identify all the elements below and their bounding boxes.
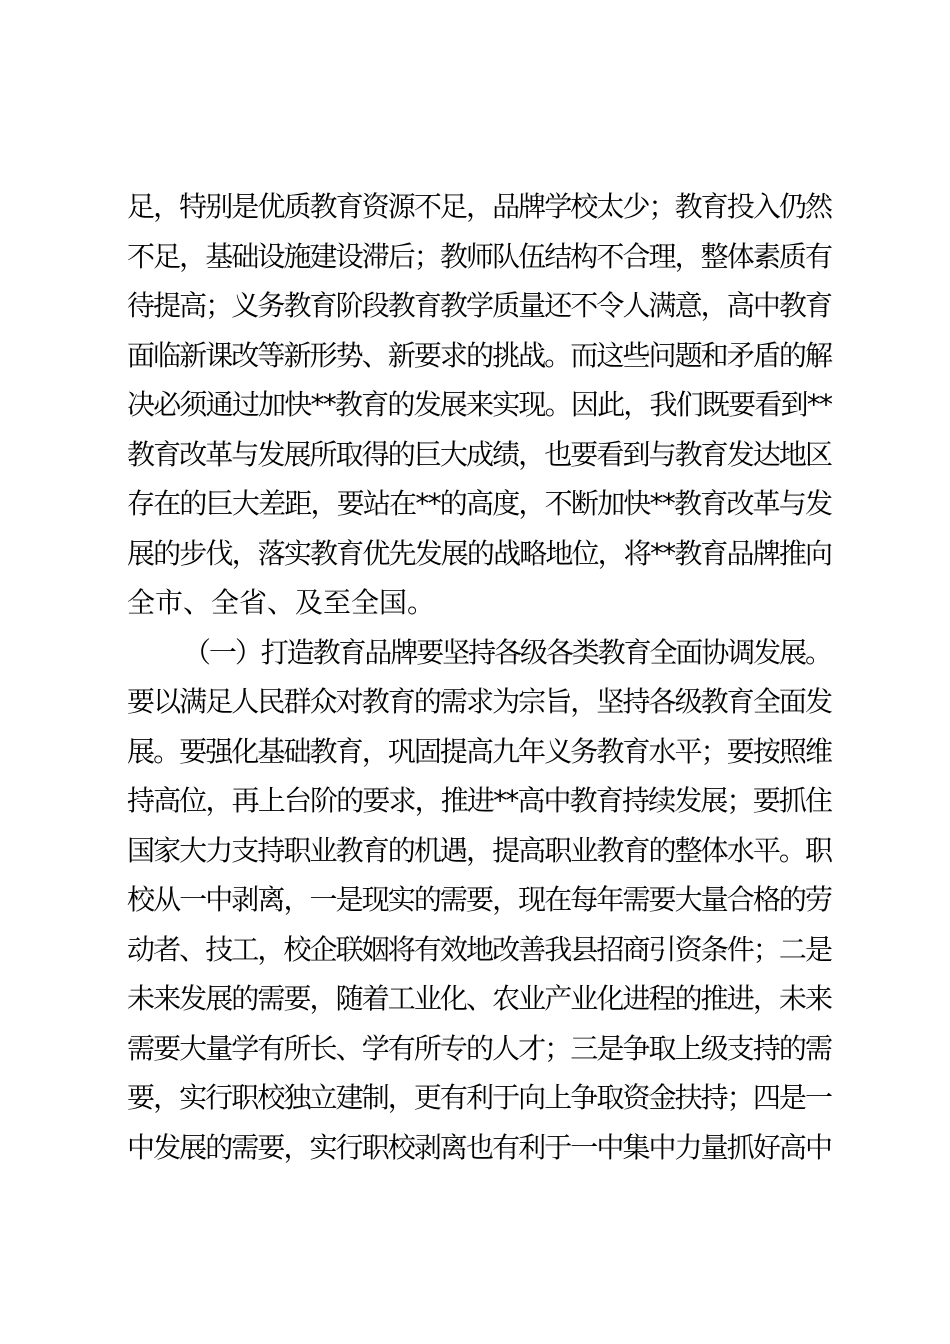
text-line-content: 中发展的需要，实行职校剥离也有利于一中集中力量抓好高中 xyxy=(127,1130,832,1164)
text-line xyxy=(127,331,833,381)
text-line xyxy=(127,875,833,925)
text-line xyxy=(127,776,833,826)
text-line-content: 面临新课改等新形势、新要求的挑战。而这些问题和矛盾的解 xyxy=(127,338,832,372)
text-line xyxy=(127,1123,833,1173)
body-text xyxy=(127,182,833,1172)
text-line xyxy=(127,628,833,678)
text-line-content: 展。要强化基础教育，巩固提高九年义务教育水平；要按照维 xyxy=(127,734,832,768)
text-line-content: 需要大量学有所长、学有所专的人才；三是争取上级支持的需 xyxy=(127,1031,832,1065)
text-line-content: 要以满足人民群众对教育的需求为宗旨，坚持各级教育全面发 xyxy=(127,685,832,718)
text-line xyxy=(127,677,833,727)
text-line xyxy=(127,826,833,876)
text-line xyxy=(127,925,833,975)
text-line-content: 持高位，再上台阶的要求，推进**高中教育持续发展；要抓住 xyxy=(127,784,832,817)
text-line-content: 不足，基础设施建设滞后；教师队伍结构不合理，整体素质有 xyxy=(127,239,832,273)
text-line xyxy=(127,974,833,1024)
text-line xyxy=(127,578,833,628)
text-line xyxy=(127,1073,833,1123)
text-line xyxy=(127,529,833,579)
text-line-content: 展的步伐，落实教育优先发展的战略地位，将**教育品牌推向 xyxy=(127,536,832,570)
text-line-content: 全市、全省、及至全国。 xyxy=(127,586,436,619)
text-line-content: 决必须通过加快**教育的发展来实现。因此，我们既要看到** xyxy=(127,388,832,421)
text-line-content: （一）打造教育品牌要坚持各级各类教育全面协调发展。 xyxy=(183,635,831,669)
text-line-content: 校从一中剥离，一是现实的需要，现在每年需要大量合格的劳 xyxy=(127,883,832,916)
text-line-content: 足，特别是优质教育资源不足，品牌学校太少；教育投入仍然 xyxy=(127,190,832,223)
text-line xyxy=(127,232,833,282)
text-line-content: 教育改革与发展所取得的巨大成绩，也要看到与教育发达地区 xyxy=(127,437,832,471)
text-line xyxy=(127,479,833,529)
text-line-content: 动者、技工，校企联姻将有效地改善我县招商引资条件；二是 xyxy=(127,932,832,966)
text-line-content: 未来发展的需要，随着工业化、农业产业化进程的推进，未来 xyxy=(127,982,832,1015)
text-line xyxy=(127,1024,833,1074)
text-line-content: 待提高；义务教育阶段教育教学质量还不令人满意，高中教育 xyxy=(127,289,832,322)
text-line-content: 要，实行职校独立建制，更有利于向上争取资金扶持；四是一 xyxy=(127,1081,832,1114)
text-line xyxy=(127,380,833,430)
text-line-content: 存在的巨大差距，要站在**的高度，不断加快**教育改革与发 xyxy=(127,487,832,520)
text-line xyxy=(127,727,833,777)
text-line xyxy=(127,182,833,232)
text-line-content: 国家大力支持职业教育的机遇，提高职业教育的整体水平。职 xyxy=(127,833,832,867)
text-line xyxy=(127,281,833,331)
text-line xyxy=(127,430,833,480)
